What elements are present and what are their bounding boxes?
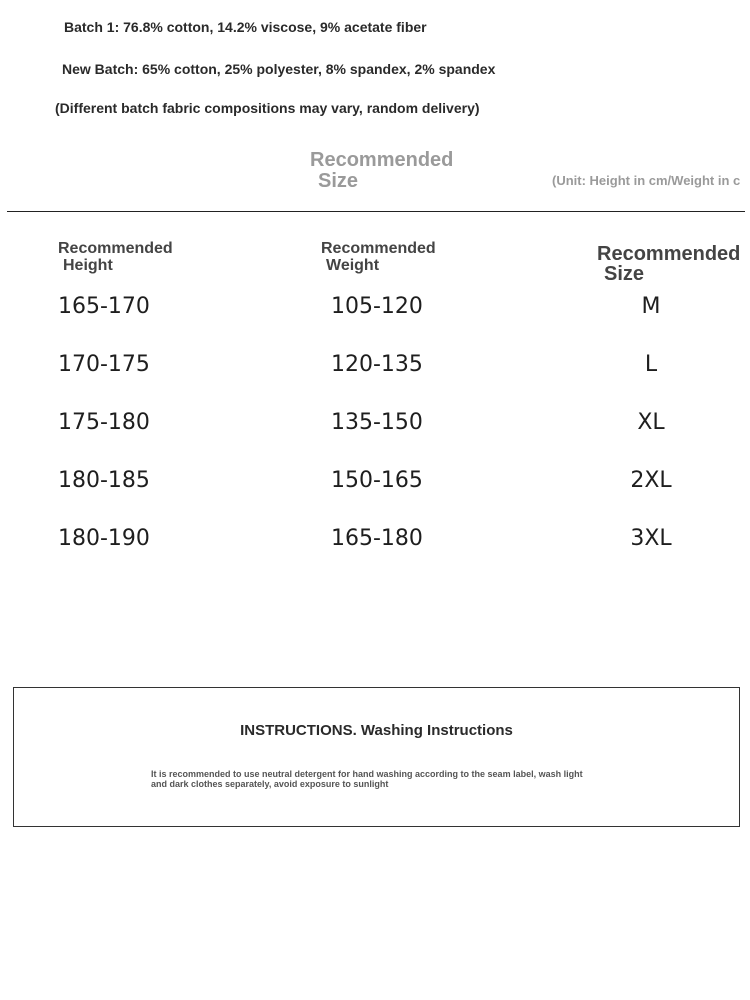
- section-divider: [7, 211, 745, 212]
- table-row: [0, 352, 750, 392]
- header-size-line2: Size: [604, 263, 645, 285]
- table-row: [0, 468, 750, 508]
- cell-size: 3XL: [630, 526, 672, 551]
- table-row: [0, 294, 750, 334]
- header-weight-line2: Weight: [326, 257, 380, 274]
- cell-size: XL: [637, 410, 665, 435]
- cell-height: 175-180: [58, 410, 150, 435]
- cell-size: M: [641, 294, 661, 319]
- cell-weight: 150-165: [331, 468, 423, 493]
- header-height-line2: Height: [63, 257, 113, 274]
- composition-batch1: Batch 1: 76.8% cotton, 14.2% viscose, 9% acetate fiber: [64, 19, 427, 35]
- cell-weight: 135-150: [331, 410, 423, 435]
- unit-note: (Unit: Height in cm/Weight in c: [552, 173, 741, 188]
- header-height-line1: Recommended: [58, 240, 173, 257]
- table-row: [0, 410, 750, 450]
- instructions-box: [13, 687, 740, 827]
- cell-height: 180-190: [58, 526, 150, 551]
- header-weight-line1: Recommended: [321, 240, 436, 257]
- cell-weight: 120-135: [331, 352, 423, 377]
- cell-height: 165-170: [58, 294, 150, 319]
- cell-height: 170-175: [58, 352, 150, 377]
- header-height: [58, 240, 173, 274]
- composition-new-batch: New Batch: 65% cotton, 25% polyester, 8% spandex, 2% spandex: [62, 61, 496, 77]
- cell-weight: 165-180: [331, 526, 423, 551]
- instructions-body: It is recommended to use neutral detergent for hand washing according to the seam label, wash light and dark clothes separately, avoid exposure to sunlight: [151, 769, 583, 789]
- table-row: [0, 526, 750, 566]
- cell-height: 180-185: [58, 468, 150, 493]
- size-title-line1: Recommended: [310, 149, 454, 171]
- header-weight: [321, 240, 436, 274]
- cell-size: L: [644, 352, 658, 377]
- composition-note: (Different batch fabric compositions may vary, random delivery): [55, 100, 480, 116]
- cell-size: 2XL: [630, 468, 672, 493]
- size-section-title: [310, 150, 453, 192]
- instructions-title: INSTRUCTIONS. Washing Instructions: [240, 722, 513, 739]
- cell-weight: 105-120: [331, 294, 423, 319]
- size-title-line2: Size: [318, 170, 359, 192]
- header-size: [597, 244, 740, 284]
- header-size-line1: Recommended: [597, 243, 741, 265]
